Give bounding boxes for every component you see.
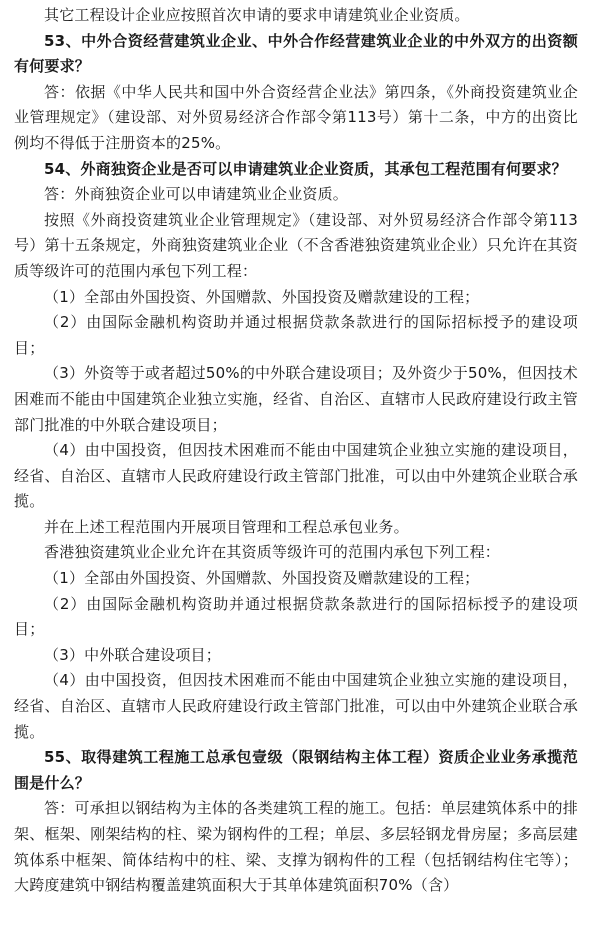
scope-note: 并在上述工程范围内开展项目管理和工程总承包业务。 — [44, 517, 409, 536]
hongkong-intro: 香港独资建筑业企业允许在其资质等级许可的范围内承包下列工程： — [44, 543, 501, 562]
foreign-item-1: （1）全部由外国投资、外国赠款、外国投资及赠款建设的工程； — [44, 287, 480, 306]
answer-53-text: 答：依据《中华人民共和国中外合资经营企业法》第四条，《外商投资建筑业企业管理规定》（建设部、对外贸易经济合作部令第113号）第十二条，中方的出资比例均不得低于注册资本的25%。 — [14, 82, 578, 152]
question-54-heading: 54、外商独资企业是否可以申请建筑业企业资质，其承包工程范围有何要求？ — [44, 159, 567, 178]
answer-54-regulation: 按照《外商投资建筑业企业管理规定》（建设部、对外贸易经济合作部令第113号）第十五条规定，外商独资建筑业企业（不含香港独资建筑业企业）只允许在其资质等级许可的范围内承包下列工程： — [14, 210, 578, 280]
hongkong-item-1: （1）全部由外国投资、外国赠款、外国投资及赠款建设的工程； — [44, 569, 480, 588]
foreign-item-4: （4）由中国投资，但因技术困难而不能由中国建筑企业独立实施的建设项目，经省、自治区、直辖市人民政府建设行政主管部门批准，可以由中外建筑企业联合承揽。 — [14, 441, 578, 511]
document-page — [0, 3, 590, 937]
foreign-item-3: （3）外资等于或者超过50%的中外联合建设项目；及外资少于50%，但因技术困难而不能由中国建筑企业独立实施，经省、自治区、直辖市人民政府建设行政主管部门批准的中外联合建设项目； — [14, 364, 578, 434]
answer-54-text: 答：外商独资企业可以申请建筑业企业资质。 — [44, 185, 349, 204]
question-53-heading: 53、中外合资经营建筑业企业、中外合作经营建筑业企业的中外双方的出资额有何要求？ — [14, 31, 578, 76]
question-55-heading: 55、取得建筑工程施工总承包壹级（限钢结构主体工程）资质企业业务承揽范围是什么？ — [14, 748, 578, 792]
foreign-item-2: （2）由国际金融机构资助并通过根据贷款条款进行的国际招标授予的建设项目； — [14, 313, 578, 357]
hongkong-item-2: （2）由国际金融机构资助并通过根据贷款条款进行的国际招标授予的建设项目； — [14, 594, 578, 639]
hongkong-item-4: （4）由中国投资，但因技术困难而不能由中国建筑企业独立实施的建设项目，经省、自治区、直辖市人民政府建设行政主管部门批准，可以由中外建筑企业联合承揽。 — [14, 671, 578, 741]
answer-55-text: 答：可承担以钢结构为主体的各类建筑工程的施工。包括：单层建筑体系中的排架、框架、刚架结构的柱、梁为钢构件的工程；单层、多层轻钢龙骨房屋；多高层建筑体系中框架、简体结构中的柱、梁、支撑为钢构件的工程（包括钢结构住宅等）；大跨度建筑中钢结构覆盖建筑面积大于其单体建筑面积70%（含） — [14, 799, 578, 895]
paragraph-intro: 其它工程设计企业应按照首次申请的要求申请建筑业企业资质。 — [44, 6, 470, 24]
hongkong-item-3: （3）中外联合建设项目； — [44, 645, 221, 664]
